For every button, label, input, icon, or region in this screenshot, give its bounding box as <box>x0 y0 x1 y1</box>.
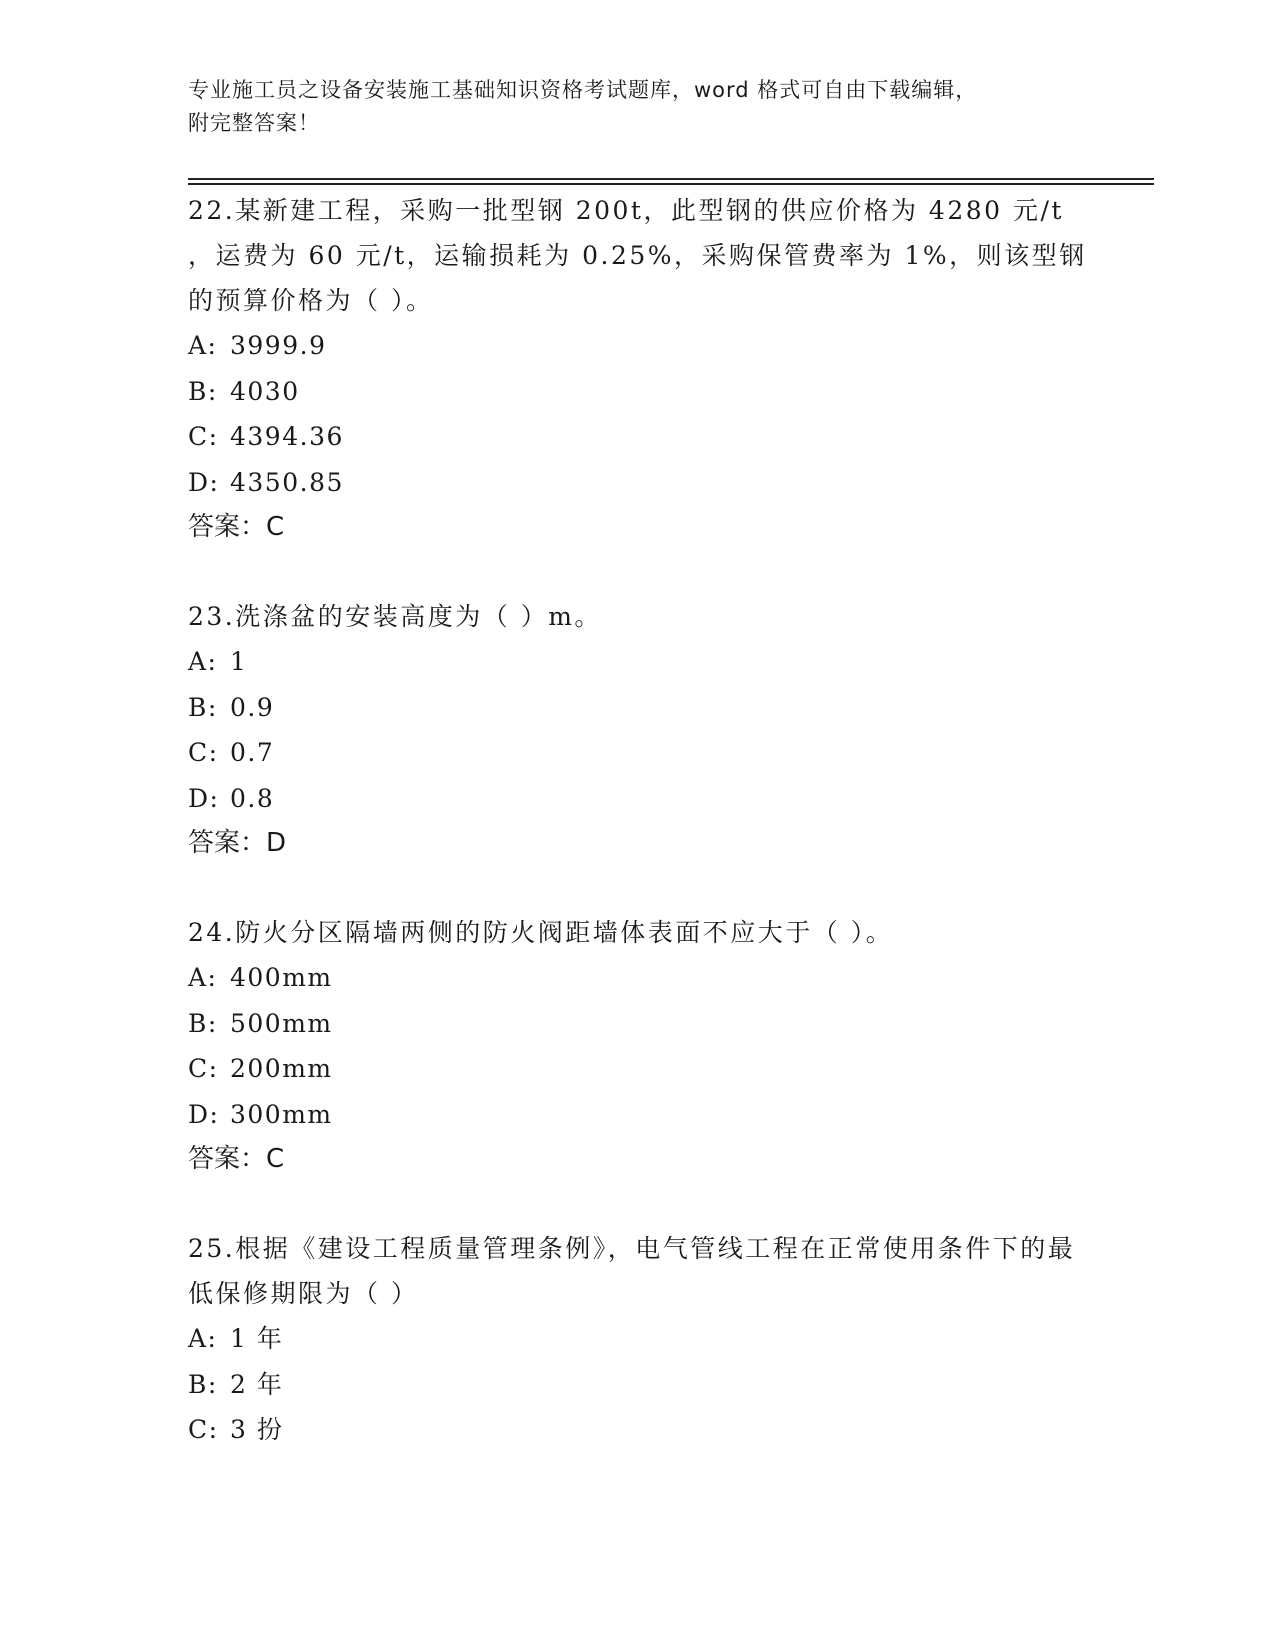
option-text: 4394.36 <box>230 422 344 451</box>
option-b <box>188 369 1088 415</box>
option-c <box>188 1407 1088 1453</box>
option-letter: C: <box>188 738 219 767</box>
option-letter: A: <box>188 331 218 360</box>
option-c <box>188 414 1088 460</box>
question-stem: 24.防火分区隔墙两侧的防火阀距墙体表面不应大于（ ）。 <box>188 918 894 947</box>
option-letter: A: <box>188 963 218 992</box>
option-text: 400mm <box>230 963 333 992</box>
option-letter: C: <box>188 1415 219 1444</box>
answer-line: 答案：C <box>188 512 285 542</box>
header-divider-bottom <box>188 183 1154 185</box>
option-d <box>188 460 1088 506</box>
option-c <box>188 730 1088 776</box>
option-text: 3 扮 <box>230 1415 284 1444</box>
question-25 <box>188 1226 1088 1453</box>
option-text: 2 年 <box>230 1369 284 1399</box>
header-line-2: 附完整答案！ <box>188 111 320 135</box>
option-letter: A: <box>188 647 218 676</box>
option-text: 0.7 <box>230 738 275 767</box>
option-d <box>188 1092 1088 1138</box>
option-letter: B: <box>188 1369 218 1399</box>
question-stem: 23.洗涤盆的安装高度为（ ）m。 <box>188 602 602 631</box>
option-text: 200mm <box>230 1054 333 1083</box>
option-a <box>188 323 1088 369</box>
option-b <box>188 1362 1088 1408</box>
option-text: 0.8 <box>230 783 275 813</box>
answer-line: 答案：C <box>188 1144 285 1174</box>
option-letter: D: <box>188 1099 220 1129</box>
option-a <box>188 1316 1088 1362</box>
document-header <box>188 74 1088 140</box>
option-letter: A: <box>188 1324 218 1353</box>
option-text: 4350.85 <box>230 467 344 497</box>
option-letter: C: <box>188 422 219 451</box>
option-letter: B: <box>188 376 218 406</box>
option-text: 1 <box>230 647 248 676</box>
option-a <box>188 639 1088 685</box>
header-divider-top <box>188 178 1154 180</box>
option-text: 0.9 <box>230 692 275 722</box>
question-22 <box>188 188 1088 550</box>
option-text: 4030 <box>230 376 300 406</box>
question-stem: 25.根据《建设工程质量管理条例》，电气管线工程在正常使用条件下的最低保修期限为（ ） <box>188 1234 1076 1308</box>
option-a <box>188 955 1088 1001</box>
option-letter: C: <box>188 1054 219 1083</box>
option-letter: D: <box>188 783 220 813</box>
option-c <box>188 1046 1088 1092</box>
header-line-1: 专业施工员之设备安装施工基础知识资格考试题库，word 格式可自由下载编辑， <box>188 78 978 102</box>
question-24 <box>188 910 1088 1182</box>
option-text: 500mm <box>230 1008 333 1038</box>
option-b <box>188 1001 1088 1047</box>
option-letter: B: <box>188 692 218 722</box>
option-letter: B: <box>188 1008 218 1038</box>
option-text: 1 年 <box>230 1324 284 1353</box>
option-letter: D: <box>188 467 220 497</box>
question-stem: 22.某新建工程，采购一批型钢 200t，此型钢的供应价格为 4280 元/t ，运费为 60 元/t，运输损耗为 0.25%，采购保管费率为 1%，则该型钢的预算价格为（ ）。 <box>188 196 1087 315</box>
option-text: 300mm <box>230 1099 333 1129</box>
answer-line: 答案：D <box>188 828 287 858</box>
option-b <box>188 685 1088 731</box>
question-23 <box>188 594 1088 866</box>
question-list <box>188 188 1088 1497</box>
option-d <box>188 776 1088 822</box>
option-text: 3999.9 <box>230 331 327 360</box>
